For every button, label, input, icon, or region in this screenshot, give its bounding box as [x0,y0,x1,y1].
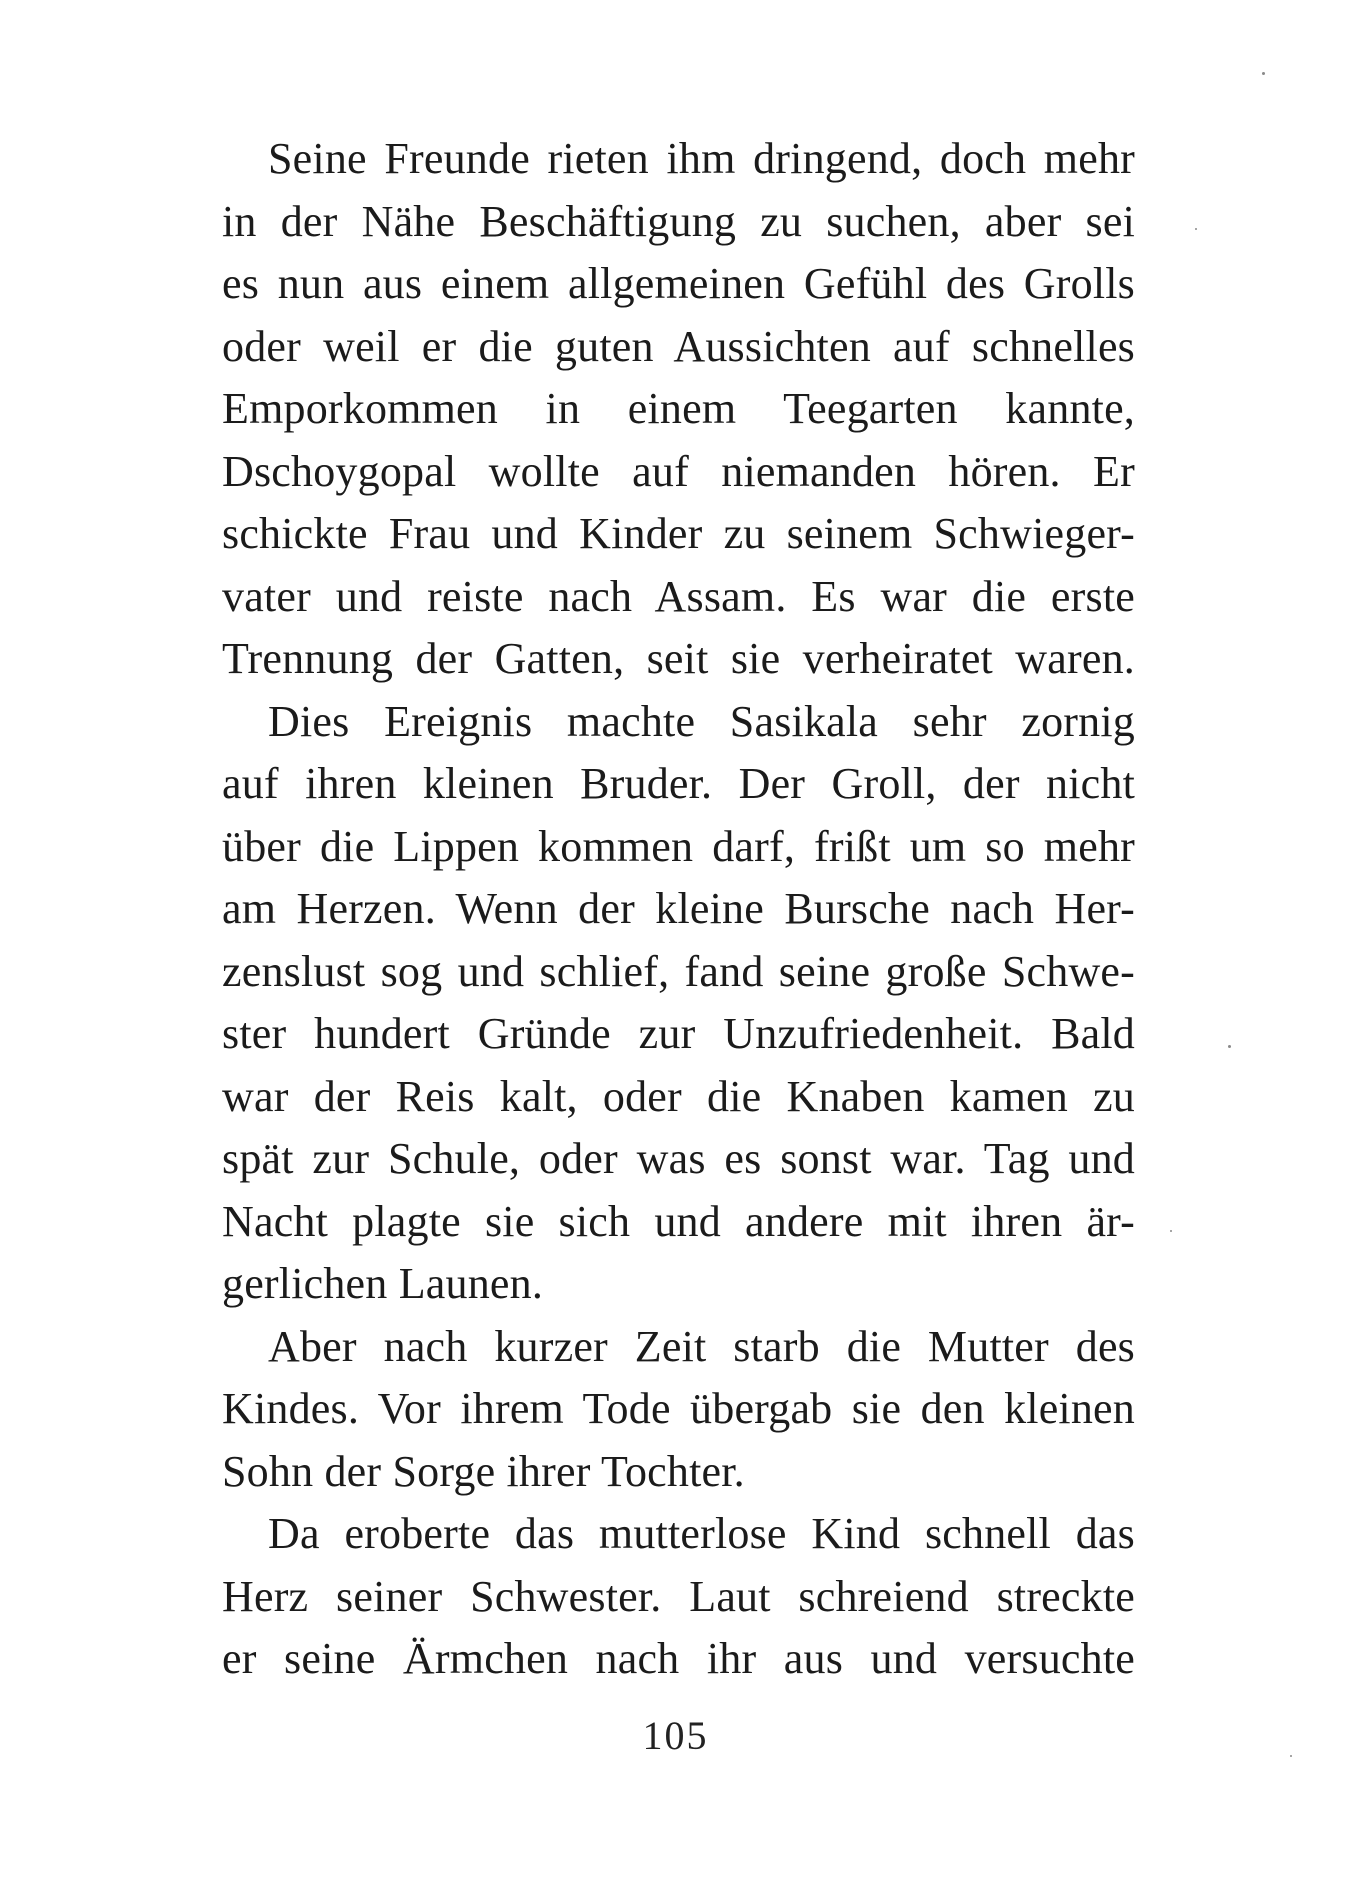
text-line: es nun aus einem allgemeinen Gefühl des Grolls [222,259,1135,308]
scan-speck [1170,1230,1172,1232]
text-line: Dschoygopal wollte auf niemanden hören. Er [222,446,1135,496]
paragraph [222,1503,1135,1691]
text-line: Seine Freunde rieten ihm dringend, doch mehr [268,134,1135,183]
scan-speck [1195,228,1197,230]
text-line: ster hundert Gründe zur Unzufriedenheit. Bald [222,1009,1135,1058]
text-line: über die Lippen kommen darf, frißt um so mehr [222,821,1135,871]
text-line: war der Reis kalt, oder die Knaben kamen zu [222,1071,1135,1121]
text-line: Kindes. Vor ihrem Tode übergab sie den kleinen [222,1384,1135,1433]
text-line: in der Nähe Beschäftigung zu suchen, aber sei [222,196,1135,246]
body-text [222,128,1135,1691]
paragraph [222,1316,1135,1504]
text-line: Nacht plagte sie sich und andere mit ihren är- [222,1196,1135,1246]
paragraph [222,691,1135,1316]
text-line: Aber nach kurzer Zeit starb die Mutter des [268,1321,1135,1371]
scan-speck [1228,1045,1231,1048]
text-line: gerlichen Launen. [222,1259,544,1308]
text-line: oder weil er die guten Aussichten auf schnelles [222,321,1135,371]
text-line: vater und reiste nach Assam. Es war die erste [222,571,1135,621]
text-line: zenslust sog und schlief, fand seine große Schwe- [222,946,1135,996]
scan-speck [1262,72,1265,75]
text-line: spät zur Schule, oder was es sonst war. Tag und [222,1134,1135,1183]
paragraph [222,128,1135,691]
text-line: schickte Frau und Kinder zu seinem Schwieger- [222,509,1135,558]
text-line: am Herzen. Wenn der kleine Bursche nach Her- [222,884,1135,933]
text-line: Sohn der Sorge ihrer Tochter. [222,1446,745,1496]
text-line: Da eroberte das mutterlose Kind schnell das [268,1509,1135,1558]
text-line: Trennung der Gatten, seit sie verheiratet waren. [222,634,1135,683]
page-number: 105 [642,1713,709,1758]
text-line: auf ihren kleinen Bruder. Der Groll, der nicht [222,759,1135,808]
text-line: Emporkommen in einem Teegarten kannte, [222,384,1135,433]
text-line: Dies Ereignis machte Sasikala sehr zornig [268,696,1135,746]
text-line: er seine Ärmchen nach ihr aus und versuchte [222,1634,1135,1683]
scan-speck [1290,1755,1292,1757]
text-line: Herz seiner Schwester. Laut schreiend streckte [222,1571,1135,1621]
